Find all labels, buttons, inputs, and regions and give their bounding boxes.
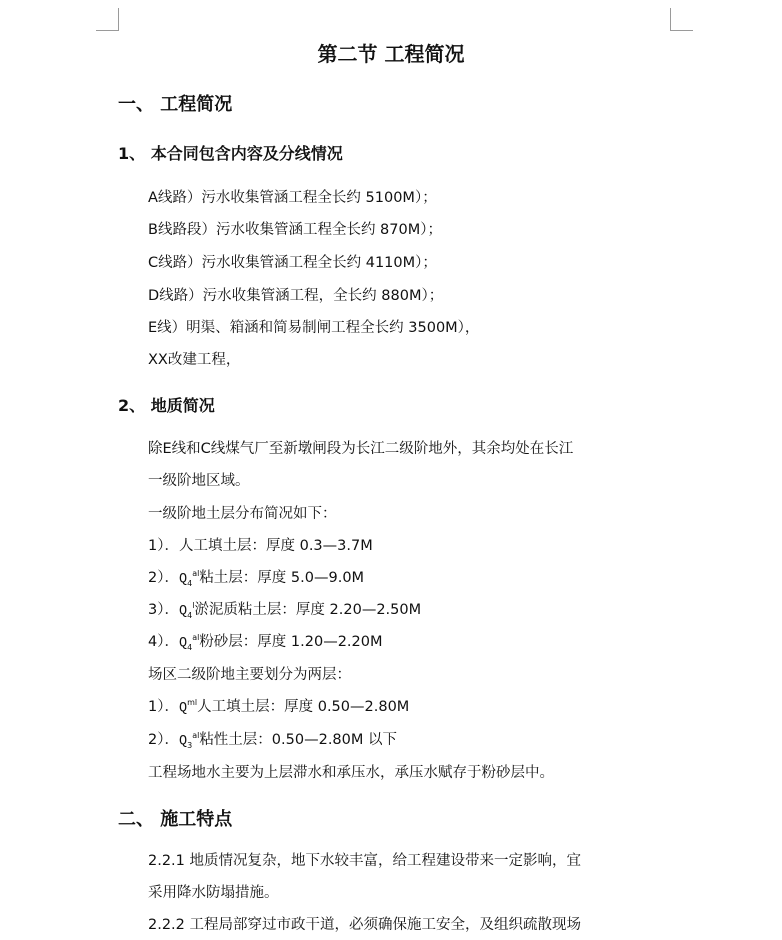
contract-line-e: E线）明渠、箱涵和简易制闸工程全长约 3500M）， — [148, 320, 480, 336]
feature-item-1-line-2: 采用降水防塌措施。 — [148, 885, 279, 901]
geology-intro-line-1: 除E线和C线煤气厂至新墩闸段为长江二级阶地外，其余均处在长江 — [148, 441, 574, 457]
layer-number: 2）． — [148, 732, 179, 748]
layer-symbol-sub: 4 — [187, 610, 193, 620]
contract-line-xx: XX改建工程， — [148, 352, 241, 368]
document-title: 第二节 工程简况 — [317, 42, 465, 66]
level2-layer-2 — [148, 728, 397, 750]
contract-line-d: D线路）污水收集管涵工程，全长约 880M）； — [148, 288, 444, 304]
layer-symbol-sup: al — [192, 633, 200, 643]
layer-number: 1）． — [148, 699, 179, 715]
layer-symbol: Q — [178, 572, 188, 587]
level2-intro: 场区二级阶地主要划分为两层： — [148, 667, 351, 683]
contract-line-c: C线路）污水收集管涵工程全长约 4110M）； — [148, 255, 437, 271]
layer-symbol-sub: 4 — [187, 578, 193, 588]
layer-symbol-sup: al — [192, 569, 200, 579]
feature-item-1-line-1: 2.2.1 地质情况复杂，地下水较丰富，给工程建设带来一定影响，宜 — [148, 853, 582, 869]
layer-number: 2）． — [148, 570, 179, 586]
layer-number: 3）． — [148, 602, 179, 618]
layer-text: 人工填土层：厚度 0.50—2.80M — [197, 699, 410, 715]
level1-intro: 一级阶地土层分布简况如下： — [148, 506, 337, 522]
layer-number: 4）． — [148, 634, 179, 650]
crop-mark-top-right — [670, 8, 693, 31]
level1-layer-4 — [148, 630, 383, 652]
layer-symbol-sub: 4 — [187, 642, 193, 652]
contract-line-b: B线路段）污水收集管涵工程全长约 870M）； — [148, 222, 442, 238]
subsection-heading-geology: 2、 地质简况 — [118, 396, 215, 415]
layer-symbol: Q — [178, 636, 188, 651]
layer-text: 粘性土层：0.50—2.80M 以下 — [199, 732, 398, 748]
layer-text: 人工填土层：厚度 0.3—3.7M — [178, 538, 373, 554]
layer-symbol-sub: 3 — [187, 740, 193, 750]
layer-symbol-sup: l — [192, 601, 195, 611]
layer-symbol: Q — [178, 734, 188, 749]
level2-layer-1 — [148, 695, 409, 716]
section-heading-overview: 一、 工程简况 — [118, 94, 233, 115]
level1-layer-3 — [148, 598, 421, 620]
feature-item-2-line-1: 2.2.2 工程局部穿过市政干道，必须确保施工安全，及组织疏散现场 — [148, 917, 582, 933]
layer-symbol-sup: al — [192, 731, 200, 741]
geology-intro-line-2: 一级阶地区域。 — [148, 473, 250, 489]
layer-number: 1）． — [148, 538, 179, 554]
level1-layer-1 — [148, 534, 373, 555]
subsection-heading-contract: 1、 本合同包含内容及分线情况 — [118, 144, 343, 163]
section-heading-features: 二、 施工特点 — [118, 809, 233, 830]
contract-line-a: A线路）污水收集管涵工程全长约 5100M）； — [148, 190, 437, 206]
layer-text: 粘土层：厚度 5.0—9.0M — [199, 570, 365, 586]
level1-layer-2 — [148, 566, 364, 588]
layer-text: 粉砂层：厚度 1.20—2.20M — [199, 634, 383, 650]
crop-mark-top-left — [96, 8, 119, 31]
groundwater-line: 工程场地水主要为上层滞水和承压水，承压水赋存于粉砂层中。 — [148, 765, 554, 781]
layer-symbol-sup: ml — [187, 698, 198, 708]
layer-symbol: Q — [178, 604, 188, 619]
layer-text: 淤泥质粘土层：厚度 2.20—2.50M — [194, 602, 422, 618]
layer-symbol: Q — [178, 701, 188, 716]
